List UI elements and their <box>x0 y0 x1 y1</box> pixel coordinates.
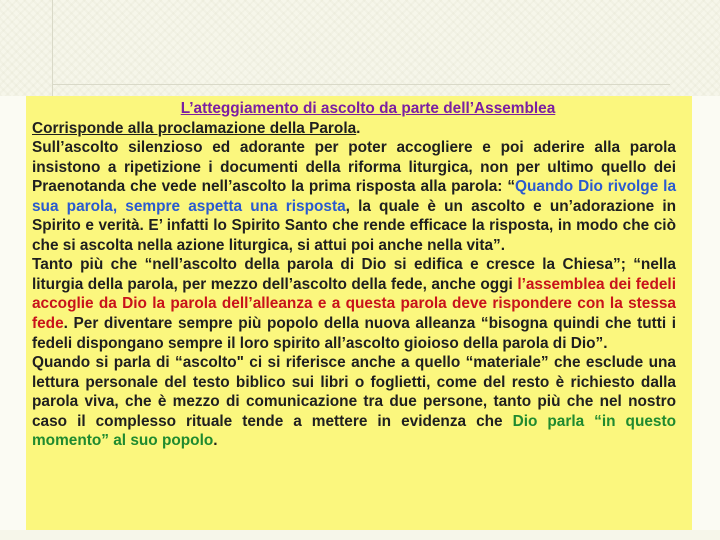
p1-text-b: , la quale è un ascolto e un’adorazione in Spirito e verità. E’ infatti lo Spirito Santo che rende efficace la risposta, in modo che ciò che si ascolta nella azione liturgica, si attui poi anche nella vita”. <box>32 197 676 254</box>
paragraph-2 <box>32 255 676 353</box>
subtitle-link[interactable]: Corrisponde alla proclamazione della Parola <box>32 119 357 137</box>
slide-header-area <box>0 0 720 96</box>
p2-highlight-red: l’assemblea dei fedeli accoglie da Dio la parola dell’alleanza e a questa parola deve rispondere con la stessa fede <box>32 275 676 333</box>
p1-highlight-blue: Quando Dio rivolge la sua parola, sempre aspetta una risposta <box>32 178 676 215</box>
p3-period: . <box>213 432 218 450</box>
subtitle-period: . <box>356 119 361 137</box>
paragraph-1 <box>32 138 676 255</box>
p3-highlight-green: Dio parla “in questo momento” al suo popolo <box>32 412 676 450</box>
decorative-vertical-line <box>52 0 53 96</box>
decorative-horizontal-line <box>52 84 670 85</box>
p3-text-a: Quando si parla di “ascolto" ci si riferisce anche a quello “materiale” che esclude una lettura personale del testo biblico sui libri o foglietti, come del resto è richiesto dalla parola viva, che è mezzo di comunicazione tra due persone, tanto più che nel nostro caso il complesso rituale tende a mettere in evidenza che <box>32 354 676 430</box>
p2-text-b: . Per diventare sempre più popolo della nuova alleanza “bisogna quindi che tutti i fedeli dispongano sempre il loro spirito all’ascolto gioioso della parola di Dio”. <box>32 315 676 352</box>
p1-text-a: Sull’ascolto silenzioso ed adorante per poter accogliere e poi aderire alla parola insistono a ripetizione i documenti della riforma liturgica, non per ultimo quello dei Praenotanda che vede nell’ascolto la prima risposta alla parola: “ <box>32 139 676 196</box>
slide-footer-area <box>0 530 720 540</box>
slide-text-box <box>26 96 692 530</box>
paragraph-3 <box>32 353 676 451</box>
p2-text-a: Tanto più che “nell’ascolto della parola di Dio si edifica e cresce la Chiesa”; “nella liturgia della parola, per mezzo dell’ascolto della fede, anche oggi <box>32 256 676 293</box>
slide-title: L’atteggiamento di ascolto da parte dell’Assemblea <box>180 100 556 117</box>
slide-subtitle <box>32 119 676 139</box>
